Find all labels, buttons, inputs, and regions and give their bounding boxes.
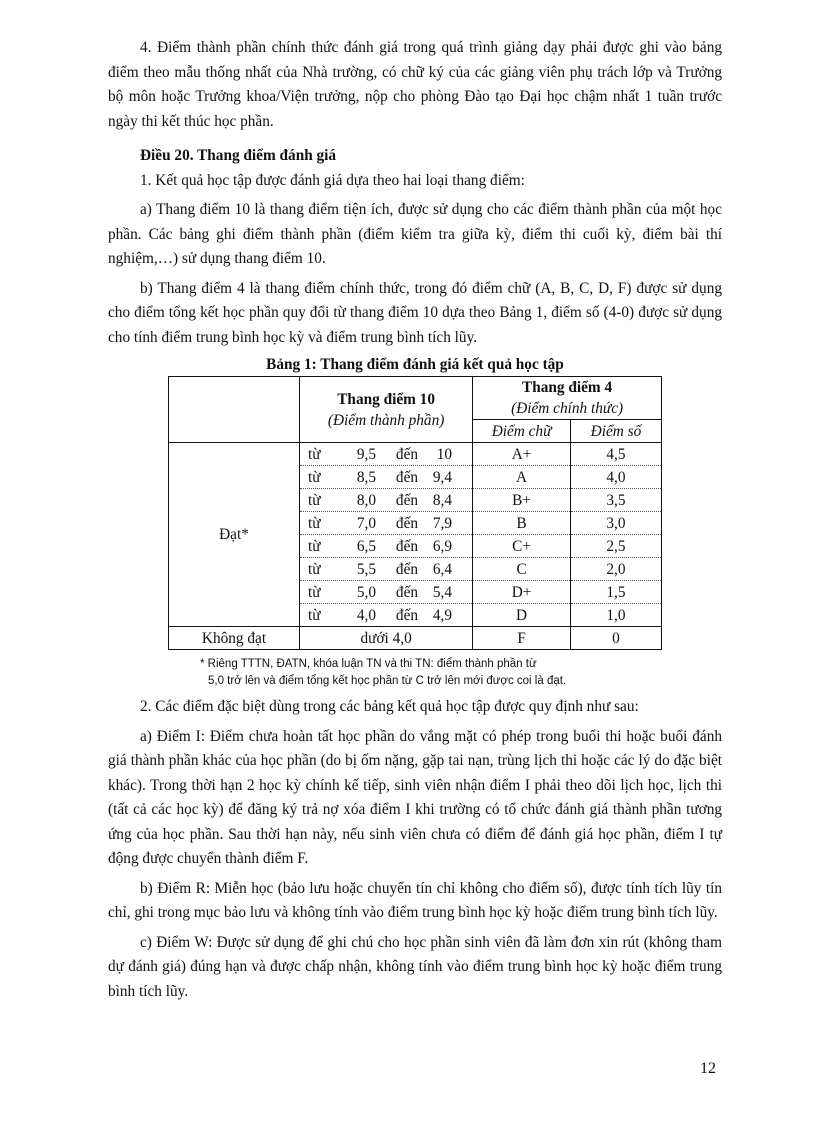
letter-grade: B bbox=[473, 512, 571, 535]
number-grade: 2,0 bbox=[570, 558, 661, 581]
fail-letter: F bbox=[473, 627, 571, 650]
paragraph-1b: b) Thang điểm 4 là thang điểm chính thức, trong đó điểm chữ (A, B, C, D, F) được sử dụng cho điểm tổng kết học phần quy đổi từ thang điểm 10 dựa theo Bảng 1, điểm số (4-0) được sử dụng cho tính điểm trung bình học kỳ và điểm trung bình tích lũy. bbox=[108, 279, 722, 346]
table-corner-cell bbox=[169, 377, 300, 443]
footnote-line-2: 5,0 trở lên và điểm tổng kết học phần từ C trở lên mới được coi là đạt. bbox=[208, 675, 567, 687]
fail-number: 0 bbox=[570, 627, 661, 650]
letter-grade: D bbox=[473, 604, 571, 627]
header-scale-10-title: Thang điểm 10 bbox=[337, 390, 435, 408]
range-cell: từ 8,5 đến 9,4 bbox=[300, 466, 473, 489]
range-cell: từ 4,0 đến 4,9 bbox=[300, 604, 473, 627]
header-scale-4-title: Thang điểm 4 bbox=[522, 379, 613, 396]
header-scale-4-sub: (Điểm chính thức) bbox=[511, 400, 624, 417]
paragraph-1: 1. Kết quả học tập được đánh giá dựa theo hai loại thang điểm: bbox=[140, 171, 525, 189]
number-grade: 4,5 bbox=[570, 443, 661, 466]
paragraph-2c: c) Điểm W: Được sử dụng để ghi chú cho học phần sinh viên đã làm đơn xin rút (không tham dự đánh giá) đúng hạn và được chấp nhận, không tính vào điểm trung bình học kỳ hoặc điểm trung bình tích lũy. bbox=[108, 933, 722, 1000]
paragraph-2: 2. Các điểm đặc biệt dùng trong các bảng kết quả học tập được quy định như sau: bbox=[140, 698, 639, 715]
article-heading: Điều 20. Thang điểm đánh giá bbox=[140, 147, 337, 164]
number-grade: 1,0 bbox=[570, 604, 661, 627]
fail-range: dưới 4,0 bbox=[300, 627, 473, 650]
table-row-fail bbox=[169, 627, 662, 650]
header-scale-10-sub: (Điểm thành phần) bbox=[327, 411, 445, 429]
range-cell: từ 8,0 đến 8,4 bbox=[300, 489, 473, 512]
letter-grade: C bbox=[473, 558, 571, 581]
paragraph-2a: a) Điểm I: Điểm chưa hoàn tất học phần do vắng mặt có phép trong buổi thi hoặc buổi đánh giá thành phần khác của học phần (do bị ốm nặng, gặp tai nạn, trùng lịch thi hoặc các lý do đặc biệt khác). Trong thời hạn 2 học kỳ chính kế tiếp, sinh viên nhận điểm I phải theo dõi lịch học, lịch thi (tất cả các học kỳ) để đăng ký trả nợ xóa điểm I khi trường có tổ chức đánh giá thành phần tương ứng của học phần. Sau thời hạn này, nếu sinh viên chưa có điểm để đánh giá học phần, điểm I tự động được chuyển thành điểm F. bbox=[108, 727, 722, 867]
range-cell: từ 7,0 đến 7,9 bbox=[300, 512, 473, 535]
letter-grade: A+ bbox=[473, 443, 571, 466]
range-cell: từ 5,0 đến 5,4 bbox=[300, 581, 473, 604]
range-cell: từ 6,5 đến 6,9 bbox=[300, 535, 473, 558]
letter-grade: C+ bbox=[473, 535, 571, 558]
grade-scale-table bbox=[168, 376, 662, 650]
table-caption: Bảng 1: Thang điểm đánh giá kết quả học tập bbox=[266, 356, 564, 373]
number-grade: 4,0 bbox=[570, 466, 661, 489]
fail-label: Không đạt bbox=[169, 627, 300, 650]
number-grade: 3,0 bbox=[570, 512, 661, 535]
footnote-line-1: * Riêng TTTN, ĐATN, khóa luận TN và thi TN: điểm thành phần từ bbox=[200, 658, 537, 670]
header-letter-grade: Điểm chữ bbox=[473, 420, 571, 443]
table-row bbox=[169, 443, 662, 466]
pass-label: Đạt* bbox=[169, 443, 300, 627]
page-number: 12 bbox=[700, 1060, 716, 1077]
header-number-grade: Điểm số bbox=[570, 420, 661, 443]
letter-grade: D+ bbox=[473, 581, 571, 604]
range-cell: từ 5,5 đến 6,4 bbox=[300, 558, 473, 581]
paragraph-2b: b) Điểm R: Miễn học (bảo lưu hoặc chuyển tín chỉ không cho điểm số), được tính tích lũy tín chỉ, ghi trong mục bảo lưu và không tính vào điểm trung bình học kỳ hoặc điểm trung bình tích lũy. bbox=[108, 879, 722, 921]
number-grade: 2,5 bbox=[570, 535, 661, 558]
paragraph-item-4: 4. Điểm thành phần chính thức đánh giá trong quá trình giảng dạy phải được ghi vào bảng điểm theo mẫu thống nhất của Nhà trường, có chữ ký của các giảng viên phụ trách lớp và Trưởng bộ môn hoặc Trưởng khoa/Viện trưởng, nộp cho phòng Đào tạo Đại học chậm nhất 1 tuần trước ngày thi kết thúc học phần. bbox=[108, 39, 722, 130]
range-cell: từ 9,5 đến 10 bbox=[300, 443, 473, 466]
paragraph-1a: a) Thang điểm 10 là thang điểm tiện ích, được sử dụng cho các điểm thành phần của một học phần. Các bảng ghi điểm thành phần (điểm kiểm tra giữa kỳ, điểm thi cuối kỳ, điểm bài thí nghiệm,…) sử dụng thang điểm 10. bbox=[108, 201, 722, 267]
header-scale-4 bbox=[473, 377, 662, 420]
number-grade: 3,5 bbox=[570, 489, 661, 512]
letter-grade: A bbox=[473, 466, 571, 489]
header-scale-10 bbox=[300, 377, 473, 443]
number-grade: 1,5 bbox=[570, 581, 661, 604]
table-footnote bbox=[200, 656, 680, 690]
document-page bbox=[108, 36, 722, 1004]
letter-grade: B+ bbox=[473, 489, 571, 512]
